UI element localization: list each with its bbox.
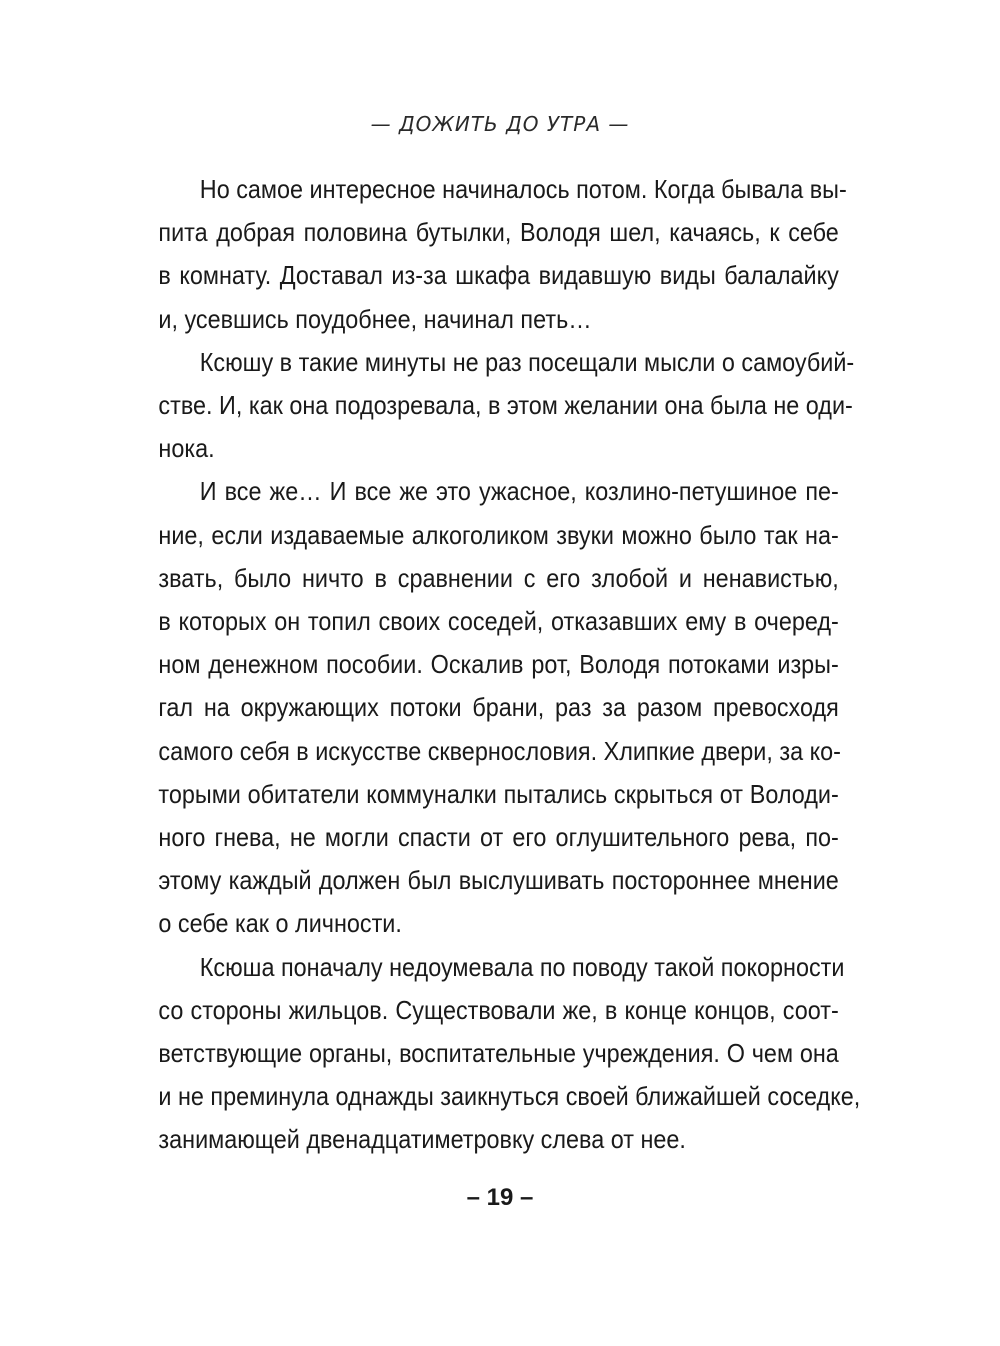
text-line: в комнату. Доставал из-за шкафа видавшую виды балалайку [158, 260, 839, 291]
page-number: – 19 – [466, 1184, 534, 1211]
text-line: Ксюша поначалу недоумевала по поводу такой покорности [199, 951, 845, 982]
body-text [117, 168, 861, 1162]
text-line: этому каждый должен был выслушивать постороннее мнение [158, 865, 839, 896]
text-line: пита добрая половина бутылки, Володя шел, качаясь, к себе [158, 217, 839, 248]
text-line: ного гнева, не могли спасти от его оглушительного рева, по- [158, 822, 839, 853]
paragraph-3 [117, 470, 839, 945]
text-line: самого себя в искусстве сквернословия. Хлипкие двери, за ко- [158, 735, 841, 766]
text-line: стве. И, как она подозревала, в этом желании она была не оди- [158, 390, 853, 421]
text-line: о себе как о личности. [158, 908, 402, 939]
paragraph-1 [117, 168, 847, 341]
text-line: и, усевшись поудобнее, начинал петь… [158, 303, 592, 334]
text-line: звать, было ничто в сравнении с его злобой и ненавистью, [158, 562, 839, 593]
text-line: ном денежном пособии. Оскалив рот, Володя потоками изры- [158, 649, 839, 680]
text-line: Но самое интересное начиналось потом. Когда бывала вы- [199, 174, 847, 204]
text-line: нока. [158, 433, 215, 464]
paragraph-4 [117, 946, 861, 1162]
text-line: гал на окружающих потоки брани, раз за разом превосходя [158, 692, 839, 723]
text-line: Ксюшу в такие минуты не раз посещали мысли о самоубий- [199, 346, 855, 377]
text-line: и не преминула однажды заикнуться своей ближайшей соседке, [158, 1081, 861, 1112]
text-line: занимающей двенадцатиметровку слева от нее. [158, 1124, 686, 1155]
text-line: в которых он топил своих соседей, отказавших ему в очеред- [158, 606, 839, 637]
running-head: — ДОЖИТЬ ДО УТРА — [370, 112, 630, 136]
text-line: ние, если издаваемые алкоголиком звуки можно было так на- [158, 519, 839, 550]
text-line: со стороны жильцов. Существовали же, в конце концов, соот- [158, 994, 839, 1025]
text-line: И все же… И все же это ужасное, козлино-петушиное пе- [199, 476, 839, 507]
text-line: торыми обитатели коммуналки пытались скрыться от Володи- [158, 778, 839, 809]
paragraph-2 [117, 341, 855, 471]
text-line: ветствующие органы, воспитательные учреждения. О чем она [158, 1038, 839, 1069]
